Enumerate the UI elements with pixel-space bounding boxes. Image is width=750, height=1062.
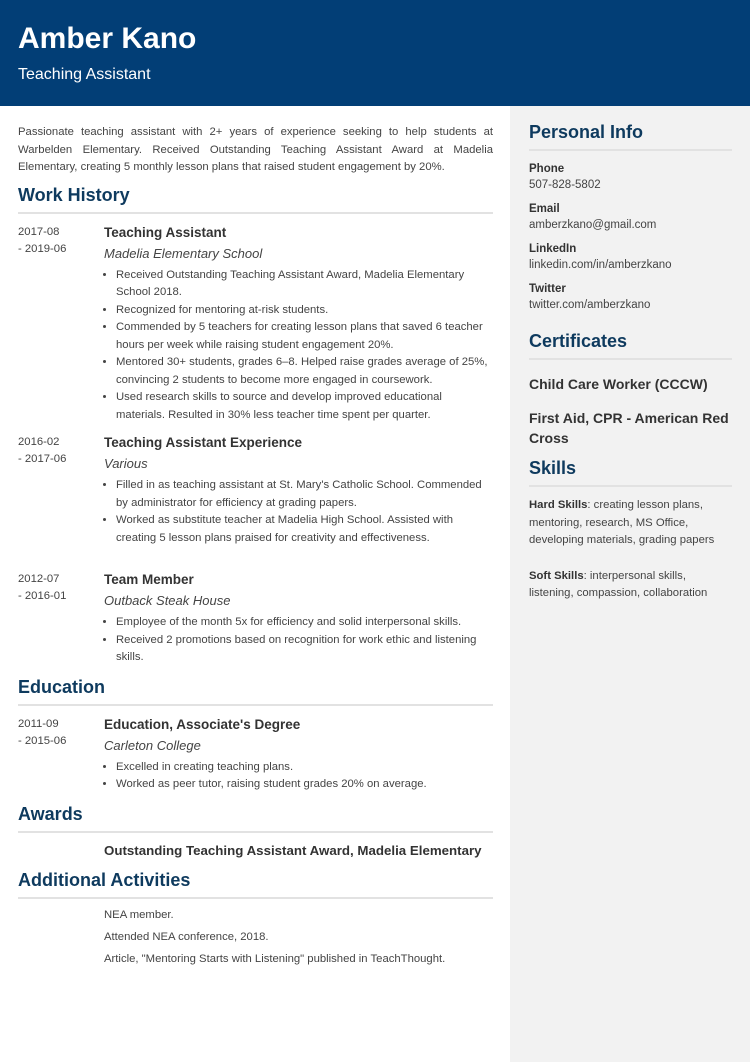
work-history-heading: Work History <box>18 185 493 214</box>
work-entry <box>18 434 493 547</box>
hard-skills-label: Hard Skills <box>529 499 588 511</box>
bullet: • Used research skills to source and develop improved educational materials. Resulted in 30% less teacher time spent per quarter. <box>116 389 493 424</box>
start-date: 2011-09 <box>18 717 59 730</box>
bullet: • Recognized for mentoring at-risk students. <box>116 302 493 320</box>
soft-skills <box>529 568 732 603</box>
start-date: 2016-02 <box>18 436 60 448</box>
work-entry <box>18 571 493 667</box>
work-entry <box>18 224 493 425</box>
linkedin-label: LinkedIn <box>529 243 577 255</box>
entry-body <box>104 571 493 667</box>
job-bullets <box>104 614 493 667</box>
company: Various <box>104 456 148 471</box>
soft-skills-value: : interpersonal skills, listening, compassion, collaboration <box>529 569 708 599</box>
degree: Education, Associate's Degree <box>104 716 301 732</box>
candidate-title: Teaching Assistant <box>18 66 151 83</box>
work-history-list <box>18 224 493 667</box>
phone-label: Phone <box>529 163 565 175</box>
entry-dates <box>18 434 104 547</box>
company: Madelia Elementary School <box>104 245 263 261</box>
entry-dates <box>18 716 104 794</box>
start-date: 2012-07 <box>18 573 60 585</box>
end-date: - 2019-06 <box>18 242 67 255</box>
activity-item: NEA member. <box>104 908 174 921</box>
bullet: • Worked as peer tutor, raising student grades 20% on average. <box>116 776 493 794</box>
bullet: • Received Outstanding Teaching Assistant Award, Madelia Elementary School 2018. <box>116 267 493 302</box>
personal-info-heading: Personal Info <box>529 122 732 151</box>
email-label: Email <box>529 203 560 215</box>
job-bullets <box>104 477 493 547</box>
email-value[interactable]: amberzkano@gmail.com <box>529 219 657 231</box>
end-date: - 2016-01 <box>18 590 67 602</box>
bullet: • Commended by 5 teachers for creating lesson plans that saved 6 teacher hours per week while raising student engagement 20%. <box>116 319 493 354</box>
education-heading: Education <box>18 677 493 706</box>
candidate-name: Amber Kano <box>18 22 197 55</box>
linkedin-value[interactable]: linkedin.com/in/amberzkano <box>529 259 672 271</box>
activities-list <box>104 909 493 965</box>
twitter-value[interactable]: twitter.com/amberzkano <box>529 299 651 311</box>
bullet: • Worked as substitute teacher at Madelia High School. Assisted with creating 5 lesson plans praised for creativity and effectiveness. <box>116 512 493 547</box>
education-bullets <box>104 759 493 794</box>
job-title: Teaching Assistant Experience <box>104 435 303 450</box>
twitter-label: Twitter <box>529 283 566 295</box>
resume-header <box>0 0 750 106</box>
hard-skills <box>529 497 732 550</box>
bullet: • Employee of the month 5x for efficiency and solid interpersonal skills. <box>116 614 493 632</box>
activity-item: Attended NEA conference, 2018. <box>104 930 269 943</box>
sidebar <box>510 106 750 1062</box>
job-bullets <box>104 267 493 425</box>
entry-body <box>104 224 493 425</box>
hard-skills-value: : creating lesson plans, mentoring, research, MS Office, developing materials, grading papers <box>529 499 715 546</box>
summary: Passionate teaching assistant with 2+ years of experience seeking to help students at Warbelden Elementary. Received Outstanding Teaching Assistant Award at Madelia Elementary, creating 5 monthly lesson plans that raised student engagement by 20%. <box>18 126 493 173</box>
entry-body <box>104 716 493 794</box>
phone-value: 507-828-5802 <box>529 179 601 191</box>
end-date: - 2017-06 <box>18 453 67 465</box>
bullet: • Excelled in creating teaching plans. <box>116 759 493 777</box>
entry-body <box>104 434 493 547</box>
activity-item: Article, "Mentoring Starts with Listening" published in TeachThought. <box>104 952 446 965</box>
soft-skills-label: Soft Skills <box>529 569 584 582</box>
bullet: • Received 2 promotions based on recognition for work ethic and listening skills. <box>116 632 493 667</box>
school: Carleton College <box>104 737 201 753</box>
main-column <box>18 124 493 975</box>
certificate-item: Child Care Worker (CCCW) <box>529 376 708 392</box>
activities-heading: Additional Activities <box>18 870 493 899</box>
bullet: • Mentored 30+ students, grades 6–8. Helped raise grades average of 25%, convincing 2 students to become more engaged in coursework. <box>116 354 493 389</box>
awards-heading: Awards <box>18 804 493 833</box>
company: Outback Steak House <box>104 593 231 608</box>
end-date: - 2015-06 <box>18 734 67 747</box>
skills-heading: Skills <box>529 458 732 487</box>
job-title: Team Member <box>104 572 194 587</box>
certificates-heading: Certificates <box>529 331 732 360</box>
award-item: Outstanding Teaching Assistant Award, Madelia Elementary <box>104 842 482 858</box>
certificate-item: First Aid, CPR - American Red Cross <box>529 410 729 446</box>
education-entry <box>18 716 493 794</box>
start-date: 2017-08 <box>18 225 60 238</box>
bullet: • Filled in as teaching assistant at St. Mary's Catholic School. Commended by administrator for efficiency at grading papers. <box>116 477 493 512</box>
entry-dates <box>18 224 104 425</box>
job-title: Teaching Assistant <box>104 224 227 240</box>
entry-dates <box>18 571 104 667</box>
